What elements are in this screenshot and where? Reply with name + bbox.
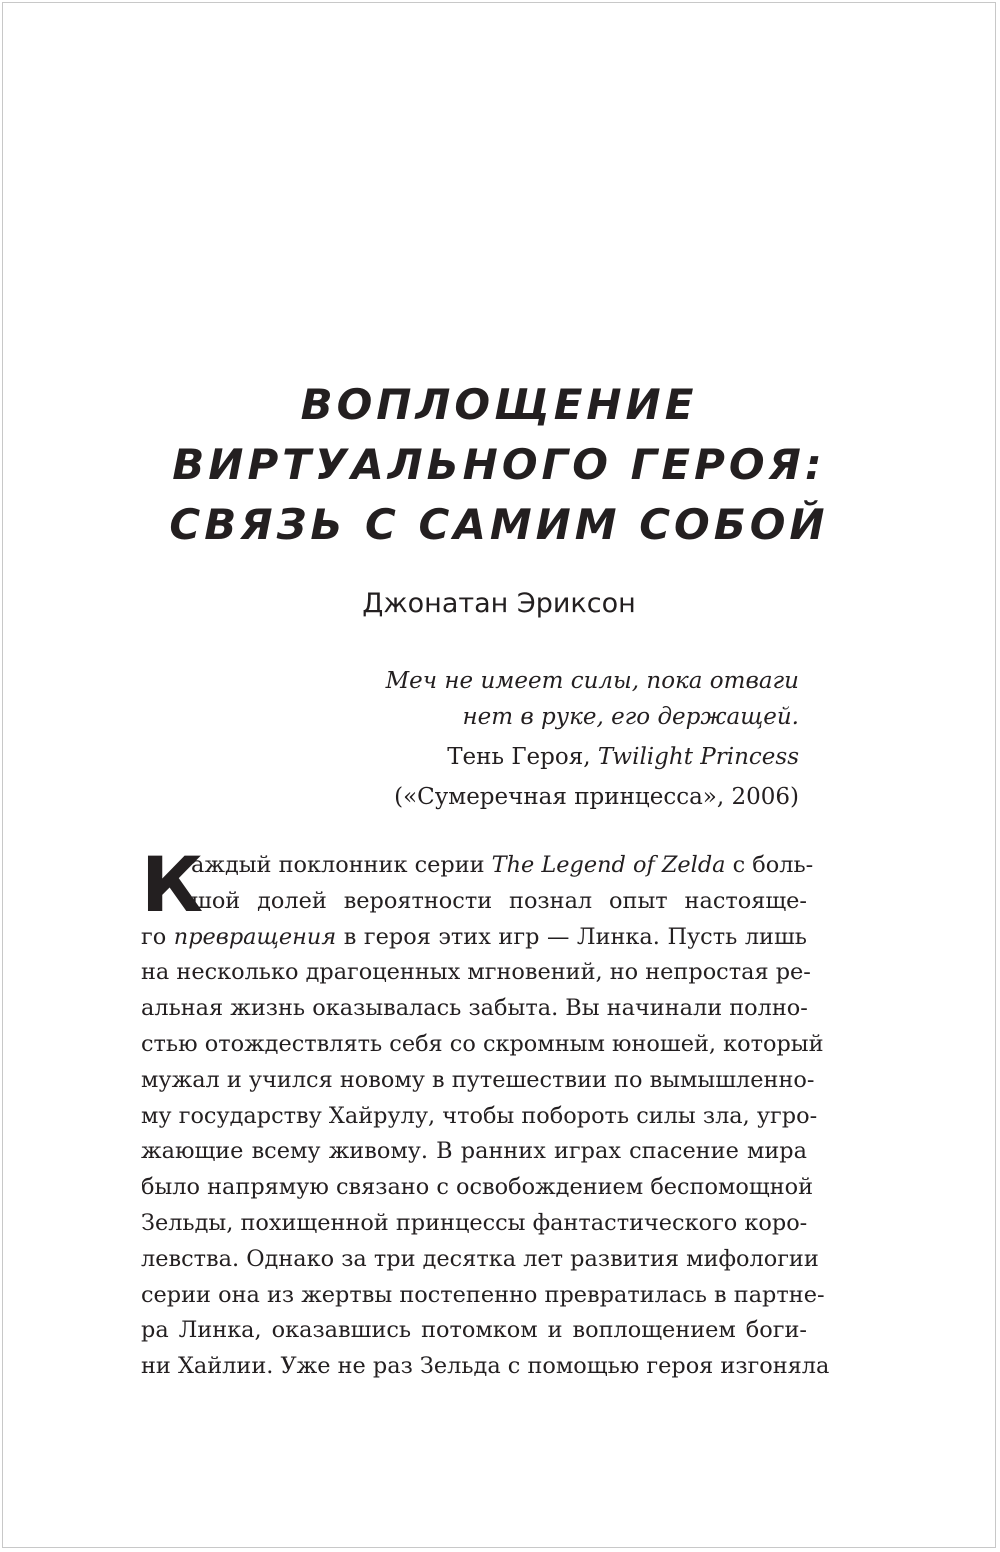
body-line-1-start: аждый поклонник серии (191, 852, 492, 878)
body-line: было напрямую связано с освобождением беспомощной (141, 1174, 814, 1201)
body-line: ра Линка, оказавшись потомком и воплощением боги- (141, 1317, 807, 1344)
body-line: му государству Хайрулу, чтобы побороть силы зла, угро- (141, 1102, 818, 1129)
chapter-title-line-2: ВИРТУАЛЬНОГО ГЕРОЯ: (172, 440, 826, 489)
body-line-3 (141, 920, 807, 956)
body-line: жающие всему живому. В ранних играх спасение мира (141, 1138, 807, 1165)
body-line: на несколько драгоценных мгновений, но непростая ре- (141, 959, 811, 986)
body-line: ни Хайлии. Уже не раз Зельда с помощью героя изгоняла (141, 1353, 830, 1380)
epigraph-quote-line-1: Меч не имеет силы, пока отваги (385, 668, 799, 694)
chapter-title (3, 375, 995, 555)
book-page (2, 2, 996, 1548)
body-line-1-end: с боль- (725, 852, 814, 878)
body-text (141, 840, 830, 1385)
body-line-3-start: го (141, 923, 174, 950)
chapter-title-line-1: ВОПЛОЩЕНИЕ (300, 380, 698, 429)
chapter-author: Джонатан Эриксон (362, 588, 636, 619)
body-line: стью отождествлять себя со скромным юношей, который (141, 1030, 824, 1057)
body-line: левства. Однако за три десятка лет развития мифологии (141, 1245, 819, 1272)
drop-cap: К (141, 840, 204, 929)
epigraph-source (299, 739, 799, 775)
body-line: альная жизнь оказывалась забыта. Вы начинали полно- (141, 995, 808, 1022)
body-line: Зельды, похищенной принцессы фантастического коро- (141, 1209, 808, 1236)
body-line: серии она из жертвы постепенно превратилась в партне- (141, 1281, 825, 1308)
body-line-3-end: в героя этих игр — Линка. Пусть лишь (336, 923, 807, 950)
body-line: мужал и учился новому в путешествии по вымышленно- (141, 1066, 815, 1093)
epigraph-source-suffix: («Сумеречная принцесса», 2006) (394, 784, 799, 810)
emphasized-word: превращения (173, 923, 337, 950)
epigraph (299, 663, 799, 815)
epigraph-source-title: Twilight Princess (597, 744, 799, 770)
chapter-title-line-3: СВЯЗЬ С САМИМ СОБОЙ (169, 500, 829, 549)
epigraph-source-prefix: Тень Героя, (447, 744, 598, 770)
body-line-1 (141, 848, 814, 884)
series-title: The Legend of Zelda (491, 852, 726, 878)
body-line-2: шой долей вероятности познал опыт настояще- (191, 887, 807, 914)
epigraph-quote-line-2: нет в руке, его держащей. (462, 704, 799, 730)
